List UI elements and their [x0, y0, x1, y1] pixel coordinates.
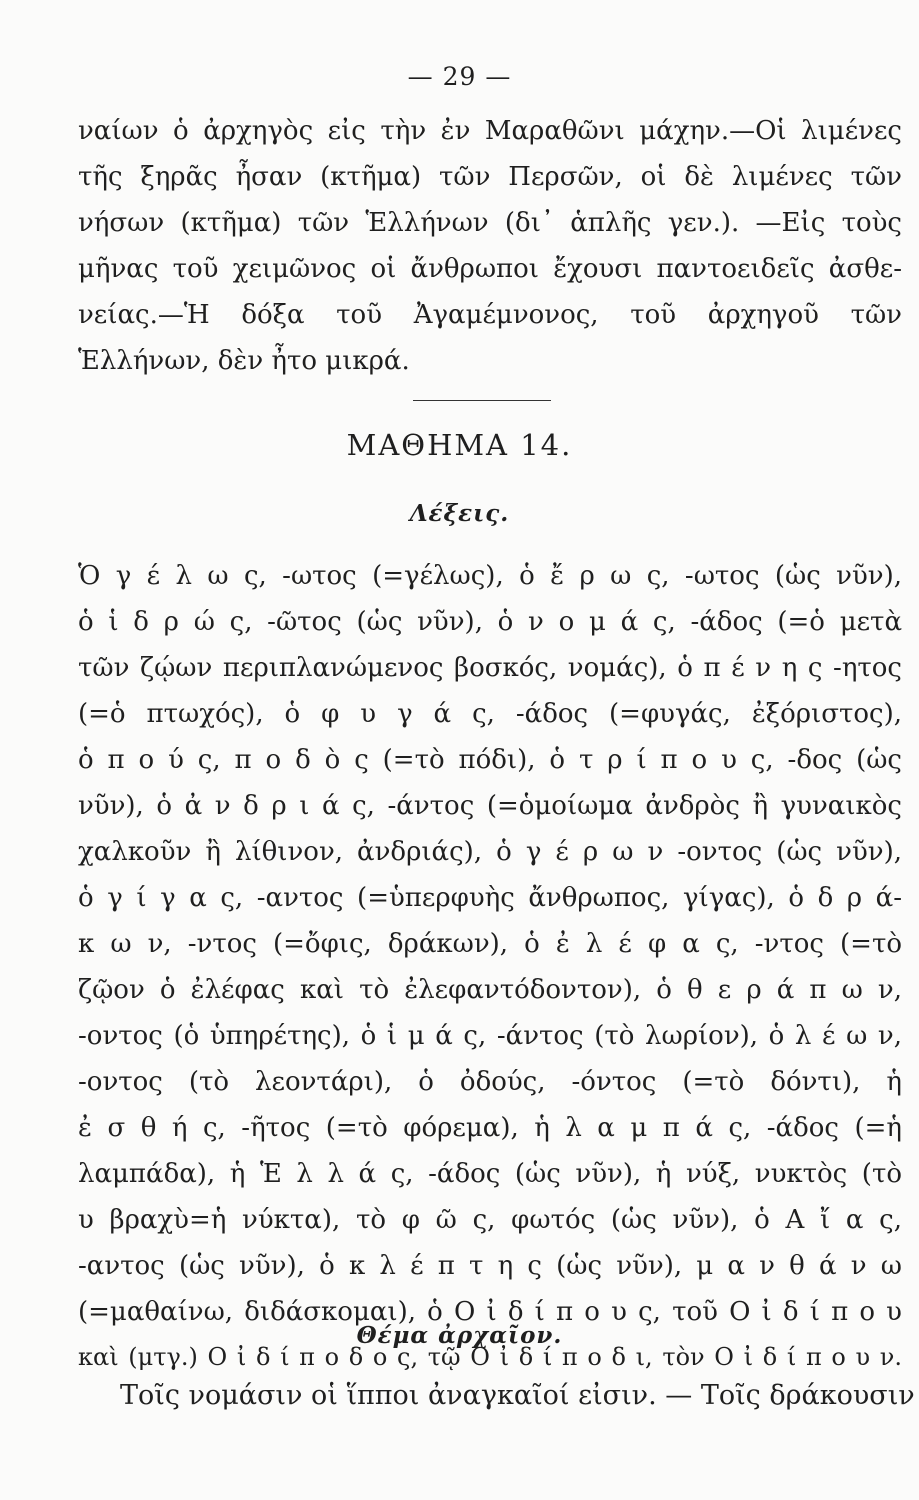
vocab-line: κ ω ν, -ντος (=ὄφις, δράκων), ὁ ἐ λ έ φ α ς, -ντος (=τὸ [78, 929, 902, 959]
text-line: μῆνας τοῦ χειμῶνος οἱ ἄνθρωποι ἔχουσι παντοειδεῖς ἀσθε- [78, 254, 902, 284]
text-line: Ἑλλήνων, δὲν ἦτο μικρά. [78, 346, 410, 376]
vocab-line: ὁ ἱ δ ρ ώ ς, -ῶτος (ὡς νῦν), ὁ ν ο μ ά ς, -άδος (=ὁ μετὰ [78, 607, 902, 637]
vocab-line: τῶν ζῴων περιπλανώμενος βοσκός, νομάς), ὁ π έ ν η ς -ητος [78, 653, 902, 683]
vocab-line: (=ὁ πτωχός), ὁ φ υ γ ά ς, -άδος (=φυγάς, ἐξόριστος), [78, 699, 902, 729]
vocab-line: χαλκοῦν ἢ λίθινον, ἀνδριάς), ὁ γ έ ρ ω ν -οντος (ὡς νῦν), [78, 837, 902, 867]
vocab-line: (=μαθαίνω, διδάσκομαι), ὁ Ο ἰ δ ί π ο υ ς, τοῦ Ο ἰ δ ί π ο υ [78, 1297, 902, 1327]
vocab-line: -οντος (τὸ λεοντάρι), ὁ ὀδούς, -όντος (=τὸ δόντι), ἡ [78, 1067, 902, 1097]
text-line: νείας.—Ἡ δόξα τοῦ Ἀγαμέμνονος, τοῦ ἀρχηγοῦ τῶν [78, 300, 902, 330]
text-line: τῆς ξηρᾶς ἦσαν (κτῆμα) τῶν Περσῶν, οἱ δὲ λιμένες τῶν [78, 162, 902, 192]
theme-heading: Θέμα ἀρχαῖον. [356, 1322, 563, 1349]
vocab-line: ὁ γ ί γ α ς, -αντος (=ὑπερφυὴς ἄνθρωπος, γίγας), ὁ δ ρ ά- [78, 883, 902, 913]
vocab-line: καὶ (μτγ.) Ο ἰ δ ί π ο δ ο ς, τῷ Ο ἰ δ ί π ο δ ι, τὸν Ο ἰ δ ί π ο υ ν. [78, 1343, 902, 1371]
section-divider [413, 400, 551, 401]
lesson-title: ΜΑΘΗΜΑ 14. [346, 428, 573, 462]
vocab-line: -οντος (ὁ ὑπηρέτης), ὁ ἱ μ ά ς, -άντος (τὸ λωρίον), ὁ λ έ ω ν, [78, 1021, 902, 1051]
vocab-line: ὁ π ο ύ ς, π ο δ ὸ ς (=τὸ πόδι), ὁ τ ρ ί π ο υ ς, -δος (ὡς [78, 745, 902, 775]
text-line: νήσων (κτῆμα) τῶν Ἑλλήνων (δι᾽ ἁπλῆς γεν.). —Εἰς τοὺς [78, 208, 902, 238]
vocabulary-heading: Λέξεις. [409, 500, 510, 527]
vocab-line: νῦν), ὁ ἀ ν δ ρ ι ά ς, -άντος (=ὁμοίωμα ἀνδρὸς ἢ γυναικὸς [78, 791, 902, 821]
vocab-line: ζῷον ὁ ἐλέφας καὶ τὸ ἐλεφαντόδοντον), ὁ θ ε ρ ά π ω ν, [78, 975, 902, 1005]
vocab-line: λαμπάδα), ἡ Ἑ λ λ ά ς, -άδος (ὡς νῦν), ἡ νύξ, νυκτὸς (τὸ [78, 1159, 902, 1189]
text-line: ναίων ὁ ἀρχηγὸς εἰς τὴν ἐν Μαραθῶνι μάχην.—Οἱ λιμένες [78, 116, 902, 146]
vocab-line: -αντος (ὡς νῦν), ὁ κ λ έ π τ η ς (ὡς νῦν), μ α ν θ ά ν ω [78, 1251, 902, 1281]
vocab-line: Ὁ γ έ λ ω ς, -ωτος (=γέλως), ὁ ἔ ρ ω ς, -ωτος (ὡς νῦν), [78, 561, 902, 591]
vocab-line: ἐ σ θ ή ς, -ῆτος (=τὸ φόρεμα), ἡ λ α μ π ά ς, -άδος (=ἡ [78, 1113, 902, 1143]
page-number: — 29 — [407, 62, 512, 91]
theme-text-line: Τοῖς νομάσιν οἱ ἵπποι ἀναγκαῖοί εἰσιν. — Τοῖς δράκουσιν [120, 1380, 915, 1411]
vocab-line: υ βραχὺ=ἡ νύκτα), τὸ φ ῶ ς, φωτός (ὡς νῦν), ὁ Α ἴ α ς, [78, 1205, 902, 1235]
